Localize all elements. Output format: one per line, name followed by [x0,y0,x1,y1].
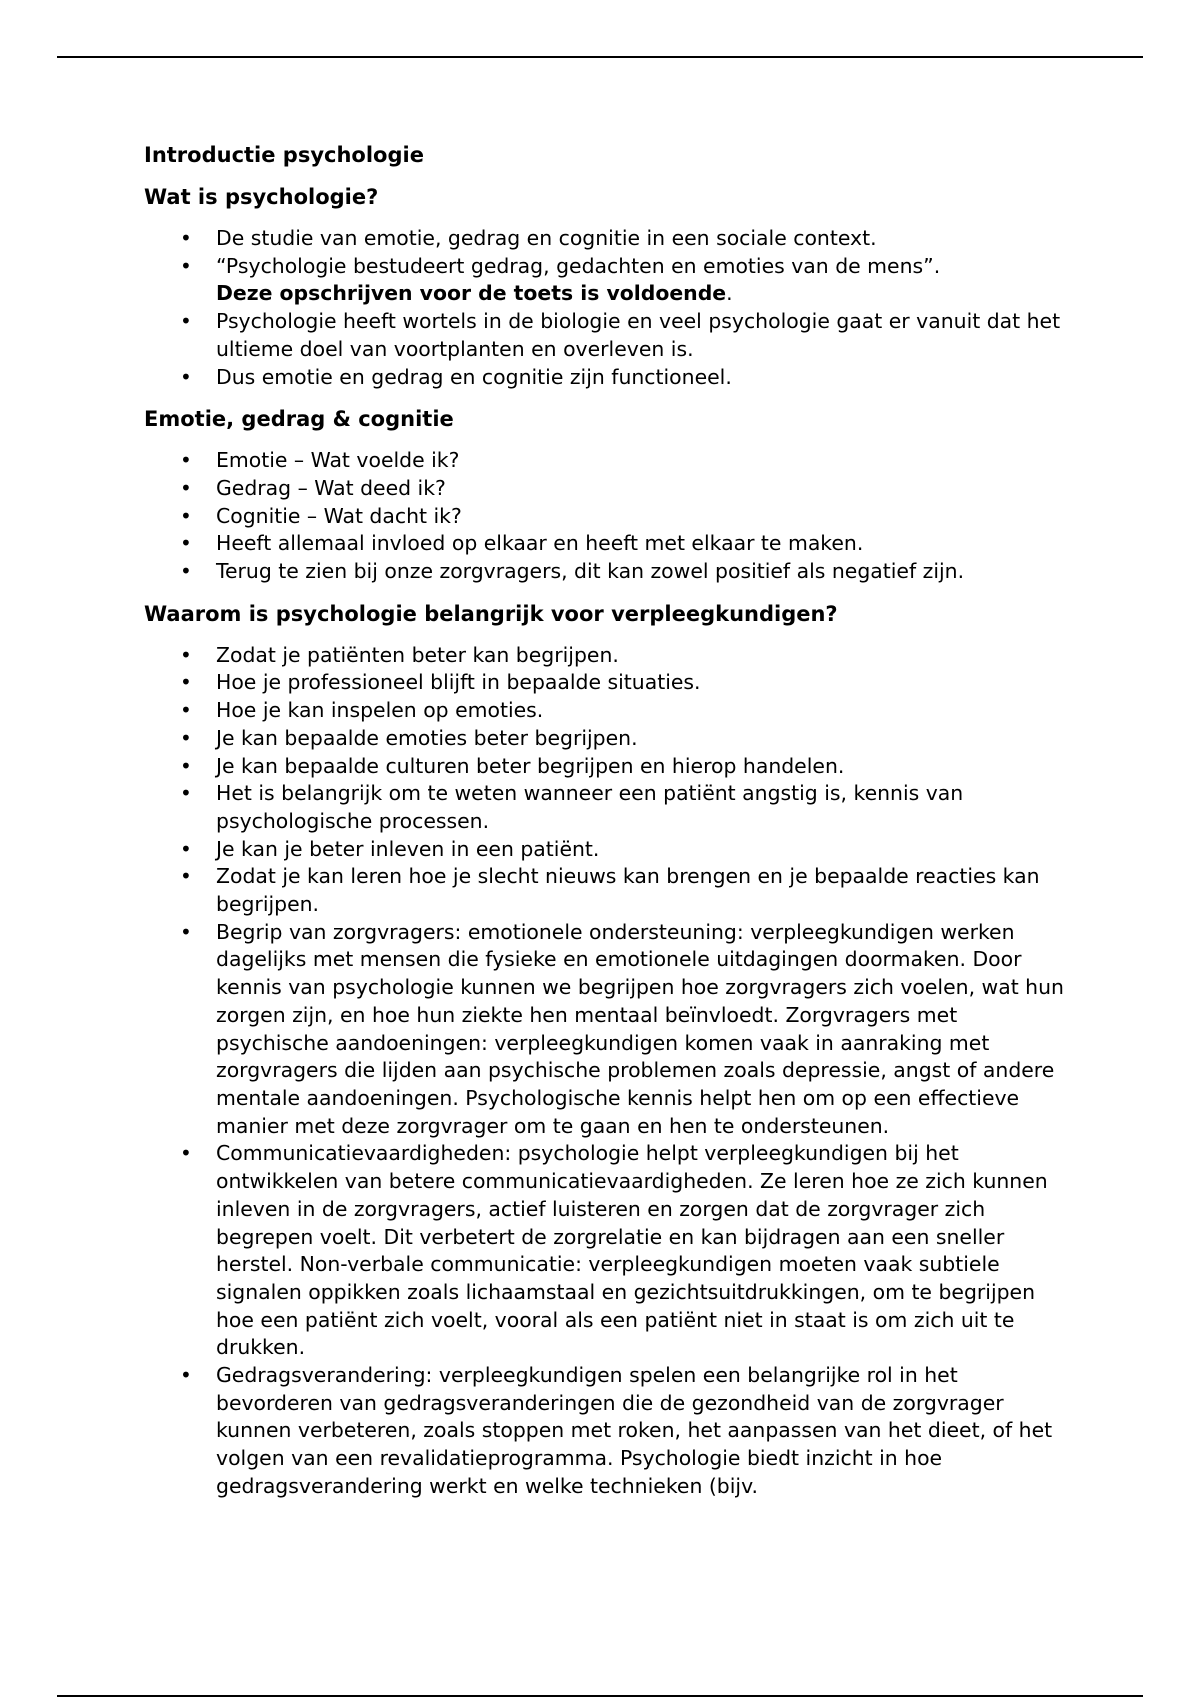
list-item-text: De studie van emotie, gedrag en cognitie in een sociale context. [216,226,877,250]
bullet-icon: • [180,725,192,750]
bullet-icon: • [180,448,192,473]
list-item-text: Emotie – Wat voelde ik? [216,448,460,473]
bullet-icon: • [180,919,192,944]
list-item [144,503,1064,531]
list-item [144,863,1064,918]
list-item [144,253,1064,308]
bullet-icon: • [180,1363,192,1388]
list-item [144,447,1064,475]
list-item-text: Psychologie heeft wortels in de biologie en veel psychologie gaat er vanuit dat het ultieme doel van voortplanten en overleven is. [216,309,1061,361]
list-item-bold-note: Deze opschrijven voor de toets is voldoende [216,281,727,306]
list-item [144,836,1064,864]
bullet-icon: • [180,1141,192,1166]
list-item [144,725,1064,753]
bullet-list-emotie-gedrag-cognitie [144,447,1064,586]
bullet-icon: • [180,753,192,778]
list-item [144,558,1064,586]
list-item-text: Hoe je professioneel blijft in bepaalde situaties. [216,670,701,695]
list-item-text: Hoe je kan inspelen op emoties. [216,698,544,723]
list-item-text: Communicatievaardigheden: psychologie helpt verpleegkundigen bij het ontwikkelen van betere communicatievaardigheden. Ze leren hoe ze zich kunnen inleven in de zorgvragers, actief luisteren en zorgen dat de zorgvrager zich begrepen voelt. Dit verbetert de zorgrelatie en kan bijdragen aan een sneller herstel. Non-verbale communicatie: verpleegkundigen moeten vaak subtiele signalen oppikken zoals lichaamstaal en gezichtsuitdrukkingen, om te begrijpen hoe een patiënt zich voelt, vooral als een patiënt niet in staat is om zich uit te drukken. [216,1141,1048,1360]
list-item [144,530,1064,558]
bullet-icon: • [180,309,192,334]
bullet-icon: • [180,364,192,389]
list-item [144,308,1064,363]
list-item [144,669,1064,697]
list-item-text: Zodat je patiënten beter kan begrijpen. [216,642,619,667]
list-item [144,475,1064,503]
list-item-bold-note-tail: . [726,281,733,306]
bullet-icon: • [180,559,192,584]
list-item-text: Je kan bepaalde culturen beter begrijpen en hierop handelen. [216,753,845,778]
list-item-text: Dus emotie en gedrag en cognitie zijn functioneel. [216,364,732,389]
header-rule [57,56,1143,58]
bullet-icon: • [180,864,192,889]
section-heading-wat-is-psychologie: Wat is psychologie? [144,185,379,209]
list-item-text: Je kan bepaalde emoties beter begrijpen. [216,725,638,750]
list-item [144,919,1064,1141]
bullet-icon: • [180,781,192,806]
bullet-icon: • [180,253,192,278]
bullet-list-wat-is-psychologie [144,225,1064,391]
list-item [144,780,1064,835]
footer-rule [57,1695,1143,1697]
list-item [144,1140,1064,1362]
list-item [144,225,1064,253]
list-item-text: Gedragsverandering: verpleegkundigen spelen een belangrijke rol in het bevorderen van gedragsveranderingen die de gezondheid van de zorgvrager kunnen verbeteren, zoals stoppen met roken, het aanpassen van het dieet, of het volgen van een revalidatieprogramma. Psychologie biedt inzicht in hoe gedragsverandering werkt en welke technieken (bijv. [216,1363,1053,1498]
bullet-list-waarom-belangrijk [144,642,1064,1501]
bullet-icon: • [180,836,192,861]
bullet-icon: • [180,226,192,250]
document-title: Introductie psychologie [144,143,424,167]
list-item-text: Je kan je beter inleven in een patiënt. [216,836,600,861]
list-item-text: “Psychologie bestudeert gedrag, gedachten en emoties van de mens”. [216,253,941,278]
list-item-text: Terug te zien bij onze zorgvragers, dit kan zowel positief als negatief zijn. [216,559,965,584]
bullet-icon: • [180,503,192,528]
list-item-text: Gedrag – Wat deed ik? [216,475,446,500]
bullet-icon: • [180,531,192,556]
bullet-icon: • [180,475,192,500]
bullet-icon: • [180,642,192,667]
bullet-icon: • [180,670,192,695]
list-item-text: Cognitie – Wat dacht ik? [216,503,462,528]
list-item-text: Zodat je kan leren hoe je slecht nieuws kan brengen en je bepaalde reacties kan begrijpen. [216,864,1040,917]
list-item [144,753,1064,781]
list-item-text: Begrip van zorgvragers: emotionele ondersteuning: verpleegkundigen werken dagelijks met mensen die fysieke en emotionele uitdagingen doormaken. Door kennis van psychologie kunnen we begrijpen hoe zorgvragers zich voelen, wat hun zorgen zijn, en hoe hun ziekte hen mentaal beïnvloedt. Zorgvragers met psychische aandoeningen: verpleegkundigen komen vaak in aanraking met zorgvragers die lijden aan psychische problemen zoals depressie, angst of andere mentale aandoeningen. Psychologische kennis helpt hen om op een effectieve manier met deze zorgvrager om te gaan en hen te ondersteunen. [216,919,1064,1138]
list-item [144,642,1064,670]
list-item-text: Heeft allemaal invloed op elkaar en heeft met elkaar te maken. [216,531,864,556]
section-heading-emotie-gedrag-cognitie: Emotie, gedrag & cognitie [144,407,454,432]
list-item [144,697,1064,725]
list-item [144,1362,1064,1501]
bullet-icon: • [180,698,192,723]
list-item-text: Het is belangrijk om te weten wanneer een patiënt angstig is, kennis van psychologische processen. [216,781,964,833]
section-heading-waarom-belangrijk: Waarom is psychologie belangrijk voor verpleegkundigen? [144,601,838,626]
list-item [144,364,1064,392]
document-body [144,141,1064,1515]
